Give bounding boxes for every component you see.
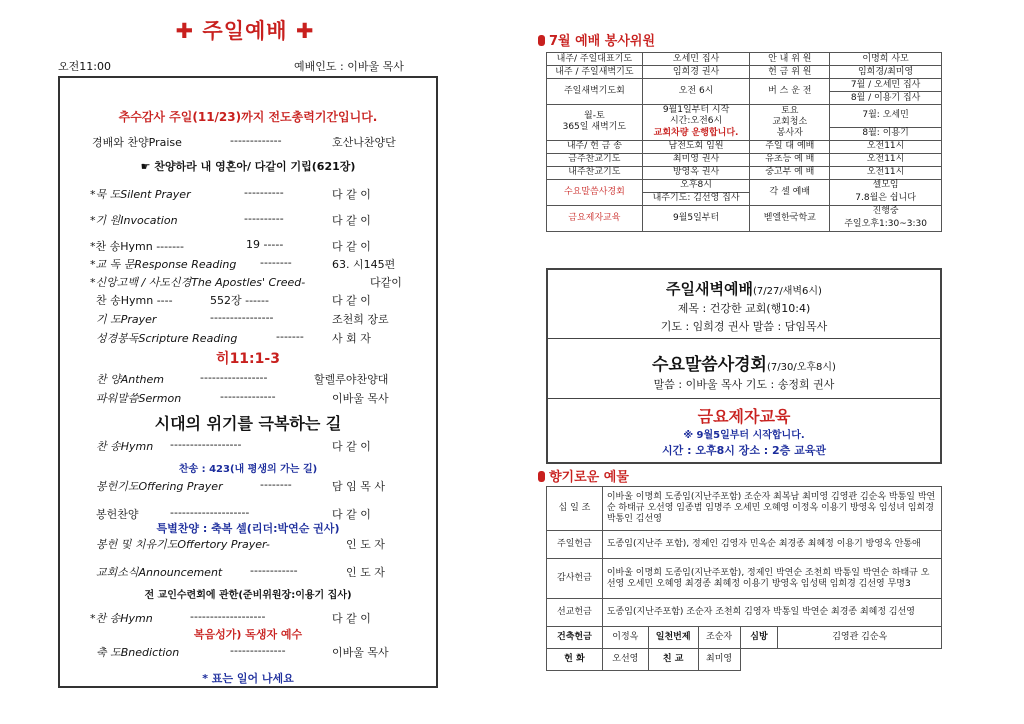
table-row: 내주/ 주일대표기도 오세민 집사 안 내 위 원 이명희 사모 (547, 53, 942, 66)
bullet-marker-icon (538, 35, 545, 46)
wednesday-service-people: 말씀 : 이바울 목사 기도 : 송정희 권사 (653, 378, 835, 391)
page-title: ✚ 주일예배 ✚ (175, 19, 315, 43)
hymn-note: 찬송 : 423(내 평생의 가는 길) (178, 464, 318, 475)
table-row: 주일새벽기도회 오전 6시 버 스 운 전 7월 / 오세민 집사 (547, 79, 942, 92)
friday-class-time: 시간 : 오후8시 장소 : 2층 교육관 (662, 444, 826, 457)
table-row: 건축헌금 이정옥 일천번제 조순자 심방 김영관 김순옥 (547, 627, 942, 649)
divider (548, 398, 940, 399)
table-row: 내주 / 주일새벽기도 임희경 권사 헌 금 위 원 임희경/최미영 (547, 66, 942, 79)
table-row: 수요말씀사경회 오후8시 각 셀 예배 셀모임 (547, 179, 942, 192)
special-hymn-note: 특별찬양 : 축복 셀(리더:박연순 권사) (156, 522, 340, 535)
retreat-notice: 전 교인수련회에 관한(준비위원장:이용기 집사) (144, 590, 352, 601)
order-of-worship: 추수감사 주일(11/23)까지 전도총력기간입니다. 경배와 찬양Praise ------------- 호산나찬양단 ☛ 찬양하라 내 영혼아/ 다같이 기립(621장) *묵 도Silent Prayer ---------- 다 같 이 *기 원Invocation ---------- 다 같 이 *찬 송Hymn ------- 19 ----- 다 같 이 *교 독 문Response Reading -------- 63. 시145편 *신앙고백 / 사도신경The Apostles' Creed- 다같이 찬 송Hymn ---- 552장 ------ 다 같 이 기 도Prayer ---------------- 조천희 장로 성경봉독Scripture Reading ------- 사 회 자 히11:1-3 찬 양Anthem ----------------- 할렐루야찬양대 파워말씀Sermon -------------- 이바울 목사 시대의 위기를 극복하는 길 찬 송Hymn ------------------ 다 같 이 찬송 : 423(내 평생의 가는 길) 봉헌기도Offering Prayer -------- 담 임 목 사 봉헌찬양 -------------------- 다 같 이 특별찬양 : 축복 셀(리더:박연순 권사) 봉헌 및 치유기도Offertory Prayer- 인 도 자 교회소식Announcement ------------ 인 도 자 전 교인수련회에 관한(준비위원장:이용기 집사) *찬 송Hymn ------------------- 다 같 이 복음성가) 독생자 예수 축 도Bnediction -------------- 이바울 목사 * 표는 일어 나세요 (58, 76, 438, 688)
service-leader: 예배인도 : 이바울 목사 (294, 60, 404, 73)
gospel-song-note: 복음성가) 독생자 예수 (193, 628, 303, 641)
table-row: 8월 / 이용기 집사 (547, 92, 942, 105)
bullet-marker-icon (538, 471, 545, 482)
standing-note: * 표는 일어 나세요 (202, 672, 294, 685)
table-row: 금주찬교기도 최미영 권사 유초등 예 배 오전11시 (547, 153, 942, 166)
friday-class-heading: 금요제자교육 (697, 407, 791, 426)
divider (548, 338, 940, 339)
services-box (546, 268, 942, 464)
table-row: 주일헌금 도종임(지난주 포함), 정제인 김영자 민옥순 최경종 최혜정 이용기 방영옥 안통애 (547, 531, 942, 559)
table-row: 십 일 조 이바울 이명희 도종임(지난주포함) 조순자 최복남 최미영 김영관 김순옥 박통일 박연순 하태규 오선영 임종범 임명주 오세민 오혜영 이정옥 이용기 방영옥 임성녀 임희경 박통인 김선영 (547, 487, 942, 531)
friday-class-note: ※ 9월5일부터 시작합니다. (683, 430, 805, 441)
table-row: 내주기도: 김선영 집사 7.8월은 쉽니다 (547, 192, 942, 205)
scripture-reference: 히11:1-3 (216, 351, 280, 367)
offerings-table (546, 486, 942, 671)
table-row: 내주찬교기도 방영옥 권사 중고부 예 배 오전11시 (547, 166, 942, 179)
table-row: 헌 화 오선영 친 교 최미영 (547, 649, 942, 671)
sermon-title: 시대의 위기를 극복하는 길 (154, 414, 342, 433)
evangelism-headline: 추수감사 주일(11/23)까지 전도총력기간입니다. (118, 110, 378, 124)
table-row: 내주/ 헌 금 송 남전도회 임원 주일 대 예배 오전11시 (547, 140, 942, 153)
committee-table (546, 52, 942, 232)
table-row: 월-토 365일 새벽기도 9월1일부터 시작 시간:오전6시 토요 교회청소 봉사자 7월: 오세민 (547, 105, 942, 128)
dawn-service-heading: 주일새벽예배(7/27/새벽6시) (666, 280, 822, 298)
dawn-service-people: 기도 : 임희경 권사 말씀 : 담임목사 (660, 320, 828, 333)
table-row: 교회차량 운행합니다. 8월: 이용기 (547, 127, 942, 140)
opening-hymn: ☛ 찬양하라 내 영혼아/ 다같이 기립(621장) (140, 160, 356, 173)
table-row: 주일오후1:30~3:30 (547, 218, 942, 231)
offerings-title: 향기로운 예물 (538, 466, 629, 485)
table-row: 선교헌금 도종임(지난주포함) 조순자 조천희 김영자 박통일 박연순 최경종 최혜정 김선영 (547, 599, 942, 627)
service-time: 오전11:00 (58, 60, 111, 73)
dawn-service-topic: 제목 : 건강한 교회(행10:4) (677, 302, 811, 315)
table-row: 금요제자교육 9월5일부터 벧엘한국학교 진행중 (547, 205, 942, 218)
table-row: 감사헌금 이바울 이명희 도종임(지난주포함), 정제인 박연순 조천희 박통일 박연순 하태규 오선영 오세민 오혜영 최경종 최혜정 이용기 방영옥 임성택 임희경 김선영 무명3 (547, 559, 942, 599)
wednesday-service-heading: 수요말씀사경회(7/30/오후8시) (652, 355, 836, 375)
committee-title: 7월 예배 봉사위원 (538, 30, 655, 49)
